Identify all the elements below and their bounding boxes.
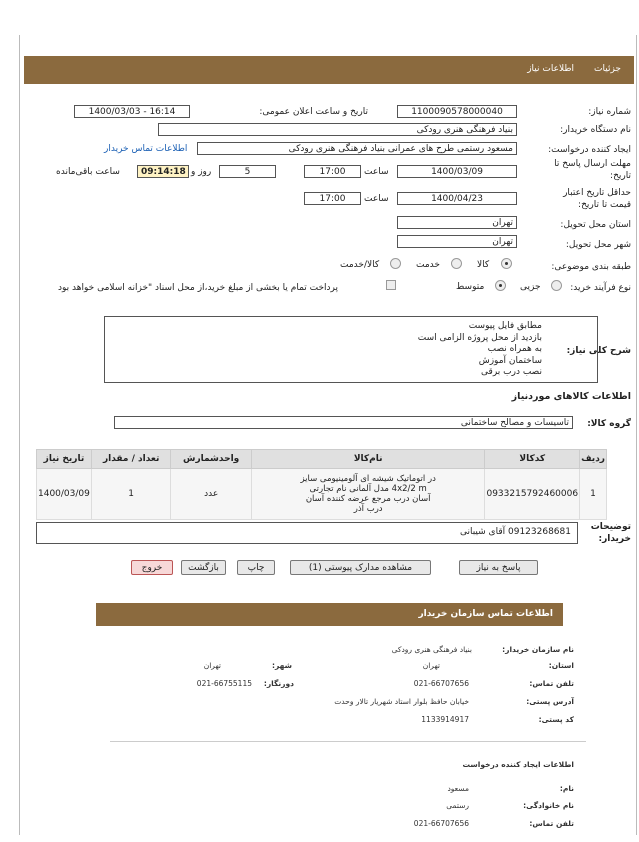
creator-field: مسعود رستمی طرح های عمرانی بنیاد فرهنگی هنری رودکی xyxy=(197,142,517,155)
process-label: نوع فرآیند خرید: xyxy=(570,283,631,293)
announce-field: 1400/03/03 - 16:14 xyxy=(74,105,190,118)
buyer-notes-value: 09123268681 آقای شیبانی xyxy=(459,527,571,537)
contact-postal-value: 1133914917 xyxy=(421,715,469,724)
radio-process-minor[interactable] xyxy=(551,280,562,291)
requester-phone-label: تلفن تماس: xyxy=(529,819,574,828)
name-line: در اتوماتیک شیشه ای آلومینیومی سایز xyxy=(300,474,436,484)
name-line: آسان درب مرجع عرضه کننده آسان xyxy=(305,494,431,504)
goods-group-label: گروه کالا: xyxy=(587,419,631,429)
buyer-field: بنیاد فرهنگی هنری رودکی xyxy=(158,123,517,136)
contact-fax-label: دورنگار: xyxy=(263,679,294,688)
deadline-label-2: تاریخ: xyxy=(610,171,631,181)
cat-goods-service-label: کالا/خدمت xyxy=(340,260,380,270)
announce-label: تاریخ و ساعت اعلان عمومی: xyxy=(259,107,368,117)
cell-unit: عدد xyxy=(171,469,251,520)
days-field: 5 xyxy=(219,165,276,178)
description-line: ساختمان آموزش xyxy=(478,355,542,366)
deadline-date-field: 1400/03/09 xyxy=(397,165,517,178)
buyer-notes-box xyxy=(36,522,578,544)
nav-need-info[interactable]: اطلاعات نیاز xyxy=(527,64,574,74)
need-number-label: شماره نیاز: xyxy=(588,107,631,117)
proc-medium-label: متوسط xyxy=(456,282,485,292)
print-button[interactable]: چاپ xyxy=(237,560,275,575)
requester-family-value: رستمی xyxy=(446,801,469,810)
table-row xyxy=(37,469,607,520)
city-field: تهران xyxy=(397,235,517,248)
contact-city-label: شهر: xyxy=(272,661,292,670)
proc-minor-label: جزیی xyxy=(520,282,541,292)
top-nav-bar xyxy=(24,56,634,84)
validity-label-1: حداقل تاریخ اعتبار xyxy=(563,188,631,198)
category-label: طبقه بندی موضوعی: xyxy=(551,262,631,272)
col-code: کدکالا xyxy=(485,450,580,469)
treasury-checkbox[interactable] xyxy=(386,280,396,290)
cat-service-label: خدمت xyxy=(416,260,440,270)
description-lines xyxy=(418,321,542,379)
description-line: بازدید از محل پروژه الزامی است xyxy=(417,332,542,343)
contact-title: اطلاعات تماس سازمان خریدار xyxy=(418,609,553,619)
contact-phone-value: 021-66707656 xyxy=(413,679,469,688)
requester-title: اطلاعات ایجاد کننده درخواست xyxy=(462,760,574,769)
validity-time-field: 17:00 xyxy=(304,192,361,205)
contact-separator xyxy=(110,741,586,742)
province-field: تهران xyxy=(397,216,517,229)
contact-header-bar xyxy=(96,603,563,626)
radio-category-goods[interactable] xyxy=(501,258,512,269)
description-box xyxy=(104,316,598,383)
contact-address-label: آدرس پستی: xyxy=(526,697,574,706)
col-date: تاریخ نیاز xyxy=(37,450,92,469)
col-row: ردیف xyxy=(580,450,607,469)
buyer-label: نام دستگاه خریدار: xyxy=(560,125,631,135)
requester-family-label: نام خانوادگی: xyxy=(523,801,574,810)
description-line: مطابق فایل پیوست xyxy=(468,321,542,331)
creator-label: ایجاد کننده درخواست: xyxy=(548,145,631,155)
validity-time-label: ساعت xyxy=(364,194,389,204)
col-name: نام‌کالا xyxy=(251,450,485,469)
description-label: شرح کلی نیاز: xyxy=(566,346,631,356)
name-line: 4x2/2 m مدل آلمانی نام تجارتی xyxy=(309,484,427,494)
province-label: استان محل تحویل: xyxy=(560,220,631,230)
buyer-notes-label-2: خریدار: xyxy=(598,534,631,544)
cell-date: 1400/03/09 xyxy=(37,469,92,520)
name-line: درب آذر xyxy=(353,504,383,514)
goods-table xyxy=(36,449,607,520)
validity-label-2: قیمت تا تاریخ: xyxy=(578,200,631,210)
org-value: بنیاد فرهنگی هنری رودکی xyxy=(391,645,472,654)
treasury-note: پرداخت تمام یا بخشی از مبلغ خرید،از محل اسناد "خزانه اسلامی خواهد بود xyxy=(58,283,339,293)
cat-goods-label: کالا xyxy=(477,260,490,270)
back-button[interactable]: بازگشت xyxy=(181,560,226,575)
deadline-label-1: مهلت ارسال پاسخ تا xyxy=(554,159,631,169)
col-unit: واحدشمارش xyxy=(171,450,251,469)
deadline-time-field: 17:00 xyxy=(304,165,361,178)
contact-fax-value: 021-66755115 xyxy=(196,679,252,688)
need-number-field: 1100090578000040 xyxy=(397,105,517,118)
reply-button[interactable]: پاسخ به نیاز xyxy=(459,560,538,575)
description-line: به همراه نصب xyxy=(487,344,542,354)
days-label: روز و xyxy=(191,167,212,177)
radio-category-service[interactable] xyxy=(451,258,462,269)
goods-group-field: تاسیسات و مصالح ساختمانی xyxy=(114,416,573,429)
goods-table-header xyxy=(37,450,607,469)
remaining-time-field: 09:14:18 xyxy=(137,165,189,178)
buyer-notes-label-1: توضیحات xyxy=(590,522,631,532)
nav-details[interactable]: جزئیات xyxy=(594,64,621,74)
attachments-button[interactable]: مشاهده مدارک پیوستی (1) xyxy=(290,560,431,575)
description-line: نصب درب برقی xyxy=(481,367,542,377)
buyer-contact-link[interactable]: اطلاعات تماس خریدار xyxy=(104,144,188,154)
radio-process-medium[interactable] xyxy=(495,280,506,291)
org-label: نام سازمان خریدار: xyxy=(502,645,574,654)
requester-name-value: مسعود xyxy=(447,784,469,793)
cell-qty: 1 xyxy=(91,469,171,520)
contact-postal-label: کد پستی: xyxy=(538,715,574,724)
contact-address-value: خیابان حافظ بلوار استاد شهریار تالار وحدت xyxy=(334,697,469,706)
validity-date-field: 1400/04/23 xyxy=(397,192,517,205)
contact-phone-label: تلفن تماس: xyxy=(529,679,574,688)
requester-name-label: نام: xyxy=(559,784,574,793)
contact-city-value: تهران xyxy=(203,661,221,670)
cell-name xyxy=(251,469,485,520)
city-label: شهر محل تحویل: xyxy=(565,240,631,250)
goods-section-title: اطلاعات کالاهای موردنیاز xyxy=(511,391,631,402)
col-qty: تعداد / مقدار xyxy=(91,450,171,469)
exit-button[interactable]: خروج xyxy=(131,560,173,575)
cell-row: 1 xyxy=(580,469,607,520)
cell-code: 0933215792460006 xyxy=(485,469,580,520)
contact-province-value: تهران xyxy=(422,661,440,670)
requester-phone-value: 021-66707656 xyxy=(413,819,469,828)
deadline-time-label: ساعت xyxy=(364,167,389,177)
contact-province-label: استان: xyxy=(548,661,574,670)
remaining-label: ساعت باقی‌مانده xyxy=(56,167,120,177)
radio-category-goods-service[interactable] xyxy=(390,258,401,269)
